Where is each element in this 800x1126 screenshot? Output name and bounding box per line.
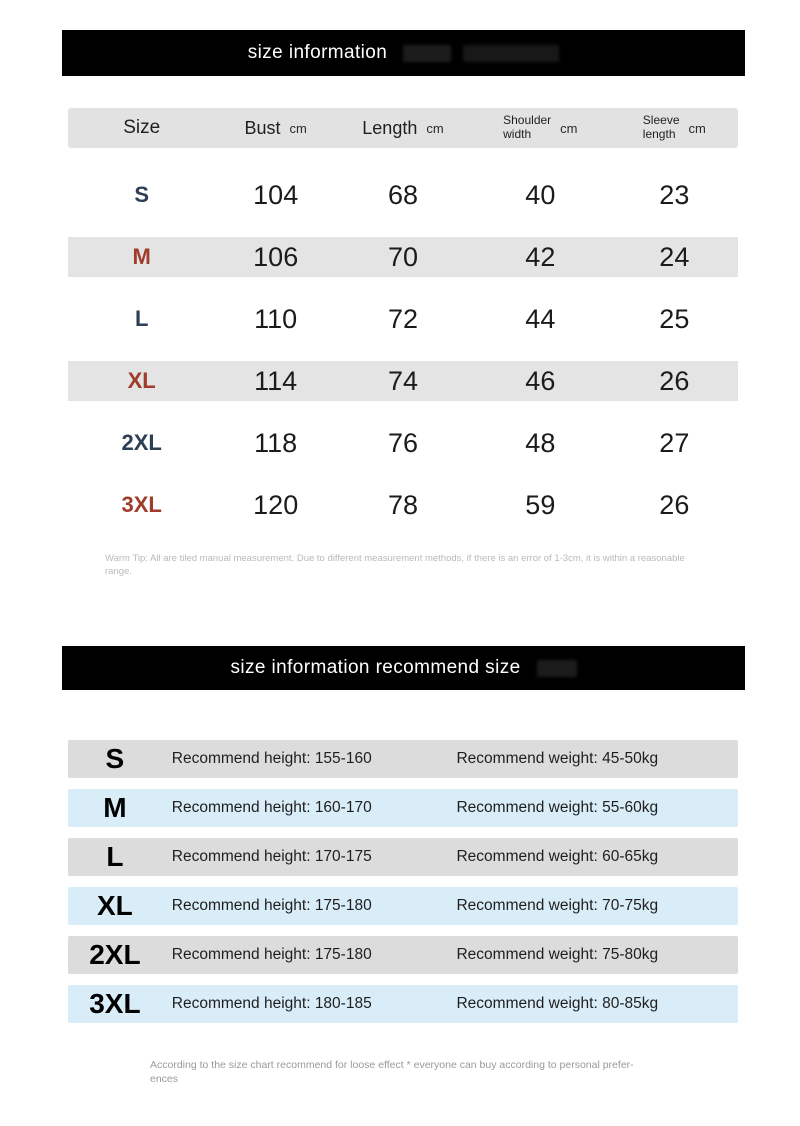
sleeve-value: 27 [659, 427, 690, 458]
recommend-weight: Recommend weight: 70-75kg [456, 897, 659, 914]
recommend-height: Recommend height: 160-170 [171, 799, 372, 816]
unit-label: cm [289, 120, 307, 136]
size-information-title: size information [247, 42, 388, 63]
size-label: L [106, 841, 124, 872]
column-header-shoulder-width: Shoulder width cm [503, 113, 578, 141]
size-label: M [103, 792, 127, 823]
bust-value: 110 [254, 303, 298, 334]
recommend-weight: Recommend weight: 80-85kg [456, 995, 659, 1012]
recommend-row-s [68, 740, 738, 778]
shoulder-value: 42 [525, 241, 556, 272]
size-label: XL [97, 890, 133, 921]
warm-tip-note: Warm Tip: All are tiled manual measurement. Due to different measurement methods, if there is an error of 1-3cm, it is within a reasonable range. [105, 553, 685, 578]
size-label: 3XL [121, 492, 162, 517]
length-value: 72 [387, 303, 418, 334]
recommend-weight: Recommend weight: 45-50kg [456, 750, 659, 767]
length-value: 78 [387, 489, 418, 520]
recommend-size-header-bar [62, 646, 745, 690]
length-value: 70 [387, 241, 418, 272]
length-value: 68 [387, 179, 418, 210]
size-table-header-row [68, 108, 738, 148]
sleeve-value: 23 [659, 179, 690, 210]
recommend-height: Recommend height: 180-185 [171, 995, 372, 1012]
recommend-height: Recommend height: 155-160 [171, 750, 372, 767]
size-label: 2XL [121, 430, 162, 455]
recommend-height: Recommend height: 170-175 [171, 848, 372, 865]
recommend-weight: Recommend weight: 55-60kg [456, 799, 659, 816]
recommend-row-2xl [68, 936, 738, 974]
bust-value: 104 [253, 179, 299, 210]
table-row-2xl [68, 412, 738, 474]
recommend-height: Recommend height: 175-180 [171, 946, 372, 963]
size-label: 2XL [89, 939, 141, 970]
length-value: 76 [387, 427, 418, 458]
recommend-footnote: According to the size chart recommend for loose effect * everyone can buy according to personal prefer- ences [150, 1059, 634, 1085]
column-header-length: Length cm [362, 117, 444, 138]
bust-value: 118 [254, 427, 298, 458]
bust-value: 120 [253, 489, 299, 520]
size-label: 3XL [89, 988, 141, 1019]
unit-label: cm [426, 120, 444, 136]
bust-value: 106 [253, 241, 299, 272]
column-header-sleeve-length: Sleeve length cm [642, 113, 706, 141]
sleeve-value: 26 [659, 365, 690, 396]
table-row-3xl [68, 474, 738, 536]
recommend-weight: Recommend weight: 75-80kg [456, 946, 659, 963]
size-label: S [134, 182, 150, 207]
shoulder-value: 59 [525, 489, 556, 520]
table-row-xl [68, 350, 738, 412]
recommend-row-m [68, 789, 738, 827]
table-row-s [68, 164, 738, 226]
size-label: M [132, 244, 151, 269]
length-value: 74 [387, 365, 418, 396]
faint-text-smudge [463, 45, 559, 62]
sleeve-value: 26 [659, 489, 690, 520]
size-table-body [68, 164, 738, 536]
unit-label: cm [688, 120, 706, 136]
recommend-row-xl [68, 887, 738, 925]
shoulder-value: 46 [525, 365, 556, 396]
recommend-size-table [68, 740, 738, 1034]
shoulder-value: 40 [525, 179, 556, 210]
unit-label: cm [560, 120, 578, 136]
size-information-header-bar [62, 30, 745, 76]
recommend-row-l [68, 838, 738, 876]
size-measurement-table [68, 108, 738, 536]
column-header-bust: Bust cm [244, 117, 307, 138]
recommend-row-3xl [68, 985, 738, 1023]
recommend-weight: Recommend weight: 60-65kg [456, 848, 659, 865]
shoulder-value: 44 [525, 303, 556, 334]
sleeve-value: 24 [659, 241, 690, 272]
faint-text-smudge [537, 660, 577, 677]
size-label: S [105, 743, 125, 774]
size-label: XL [127, 368, 156, 393]
shoulder-value: 48 [525, 427, 556, 458]
table-row-m [68, 226, 738, 288]
table-row-l [68, 288, 738, 350]
recommend-size-title: size information recommend size [230, 657, 521, 678]
size-label: L [134, 306, 149, 331]
faint-text-smudge [403, 45, 451, 62]
column-header-size: Size [123, 117, 161, 138]
recommend-height: Recommend height: 175-180 [171, 897, 372, 914]
sleeve-value: 25 [659, 303, 690, 334]
bust-value: 114 [254, 365, 298, 396]
